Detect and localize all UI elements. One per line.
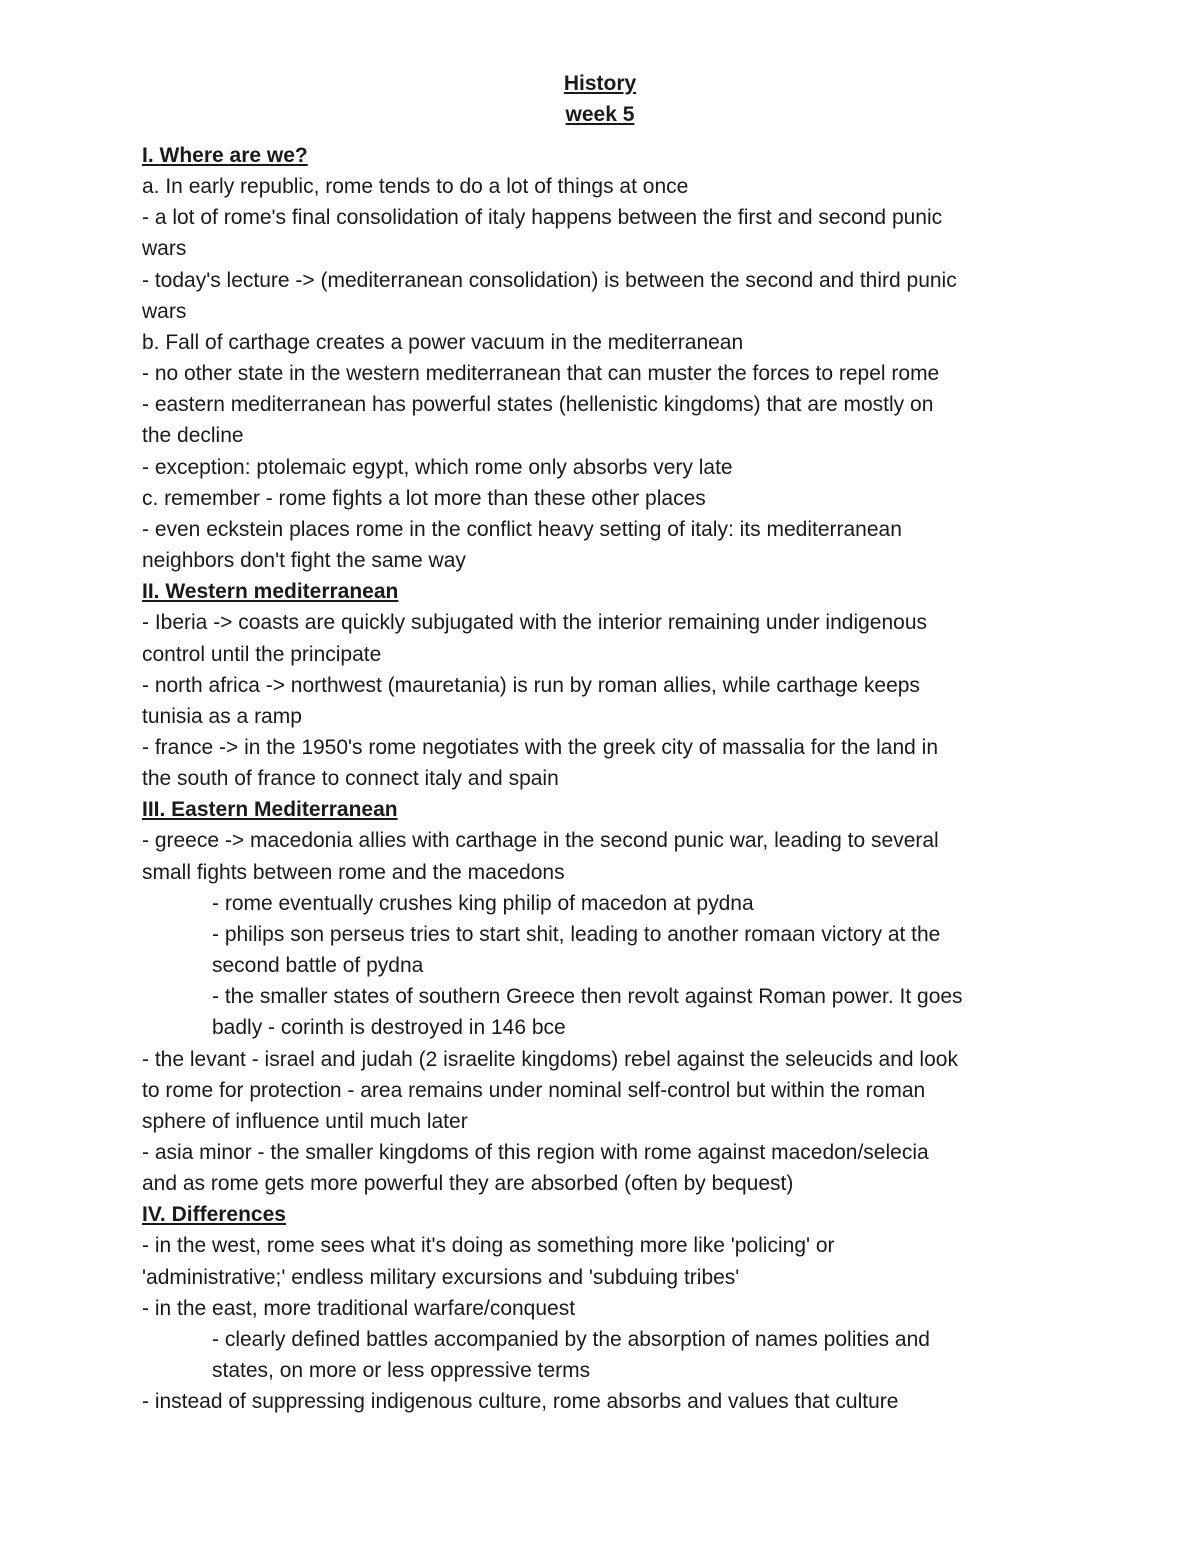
note-line: 'administrative;' endless military excursions and 'subduing tribes' (142, 1265, 740, 1289)
note-line: to rome for protection - area remains under nominal self-control but within the roman (142, 1078, 926, 1102)
note-line: - even eckstein places rome in the conflict heavy setting of italy: its mediterranean (142, 517, 902, 541)
note-line: wars (142, 237, 187, 261)
note-line: - Iberia -> coasts are quickly subjugated with the interior remaining under indigenous (142, 611, 928, 635)
note-line: - instead of suppressing indigenous culture, rome absorbs and values that culture (142, 1390, 899, 1414)
indented-note-line: second battle of pydna (212, 954, 424, 978)
note-line: - asia minor - the smaller kingdoms of this region with rome against macedon/selecia (142, 1141, 929, 1164)
note-line: - exception: ptolemaic egypt, which rome only absorbs very late (142, 455, 733, 479)
section-heading: II. Western mediterranean (142, 580, 399, 604)
note-line: - north africa -> northwest (mauretania) is run by roman allies, while carthage keeps (142, 673, 920, 697)
note-line: - no other state in the western mediterranean that can muster the forces to repel rome (142, 362, 940, 386)
document-body (142, 140, 1082, 1417)
indented-note-line: - the smaller states of southern Greece then revolt against Roman power. It goes (212, 985, 963, 1009)
indented-note-line: - clearly defined battles accompanied by the absorption of names polities and (212, 1327, 930, 1351)
note-line: and as rome gets more powerful they are absorbed (often by bequest) (142, 1172, 794, 1196)
note-line: - a lot of rome's final consolidation of italy happens between the first and second punic (142, 206, 943, 230)
note-line: the decline (142, 424, 244, 448)
section-heading: IV. Differences (142, 1203, 286, 1227)
page-subtitle: week 5 (565, 103, 635, 127)
page-title: History (563, 72, 637, 95)
note-line: - the levant - israel and judah (2 israelite kingdoms) rebel against the seleucids and look (142, 1047, 958, 1071)
note-line: tunisia as a ramp (142, 704, 302, 728)
note-line: small fights between rome and the macedons (142, 860, 565, 884)
note-line: - in the east, more traditional warfare/conquest (142, 1296, 576, 1320)
indented-note-line: - philips son perseus tries to start shit, leading to another romaan victory at the (212, 922, 941, 946)
note-line: neighbors don't fight the same way (142, 549, 466, 573)
note-line: - eastern mediterranean has powerful states (hellenistic kingdoms) that are mostly on (142, 393, 934, 417)
note-line: - in the west, rome sees what it's doing as something more like 'policing' or (142, 1234, 835, 1258)
note-line: - greece -> macedonia allies with carthage in the second punic war, leading to several (142, 829, 939, 853)
indented-note-line: badly - corinth is destroyed in 146 bce (212, 1016, 566, 1040)
note-line: - today's lecture -> (mediterranean consolidation) is between the second and third punic (142, 268, 957, 292)
indented-note-line: - rome eventually crushes king philip of macedon at pydna (212, 891, 754, 915)
section-heading: I. Where are we? (142, 144, 308, 167)
note-line: sphere of influence until much later (142, 1109, 468, 1133)
title-block (0, 68, 1200, 131)
note-line: a. In early republic, rome tends to do a lot of things at once (142, 175, 689, 199)
note-line: wars (142, 299, 187, 323)
section-heading: III. Eastern Mediterranean (142, 798, 398, 822)
indented-note-line: states, on more or less oppressive terms (212, 1359, 591, 1383)
note-line: c. remember - rome fights a lot more than these other places (142, 486, 706, 510)
note-line: - france -> in the 1950's rome negotiates with the greek city of massalia for the land in (142, 735, 939, 759)
note-line: b. Fall of carthage creates a power vacuum in the mediterranean (142, 330, 744, 354)
note-line: the south of france to connect italy and spain (142, 767, 559, 791)
note-line: control until the principate (142, 642, 382, 666)
